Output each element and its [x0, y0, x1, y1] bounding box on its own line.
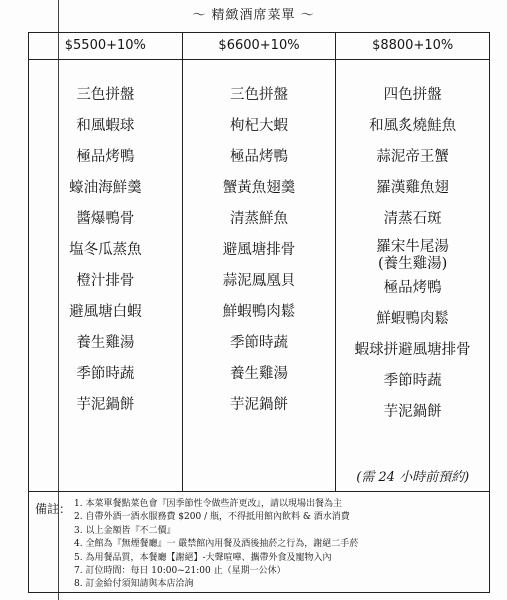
dish-item: 芋泥鍋餅 [230, 397, 288, 413]
note-item: 2. 自帶外酒一酒水服務費 $200 / 瓶，不得抵用館內飲料 & 酒水消費 [74, 512, 350, 523]
note-item: 8. 訂金給付須知請與本店洽詢 [74, 579, 194, 590]
dish-item: 三色拼盤 [76, 87, 135, 103]
dish-column-5500 [29, 60, 182, 491]
dish-item: 塩冬瓜蒸魚 [69, 242, 142, 258]
dish-item: 蠔油海鮮羹 [69, 180, 142, 196]
notes-list [74, 498, 484, 592]
notes-label: 備註： [35, 502, 72, 516]
dish-item: 清蒸石斑 [383, 211, 442, 227]
dish-item: 蒜泥帝王蟹 [376, 149, 449, 165]
dish-item: 四色拼盤 [383, 87, 442, 103]
dish-item: 養生雞湯 [230, 366, 288, 382]
note-item: 5. 為用餐品質，本餐廳【謝絕】-大聲喧嘩、攜帶外食及寵物入內 [74, 552, 332, 563]
dish-column-8800 [335, 60, 489, 491]
price-header-8800: $8800+10% [335, 33, 489, 59]
dish-item: 蒜泥鳳凰貝 [222, 273, 296, 289]
dish-item: 羅漢雞魚翅 [376, 180, 449, 196]
price-header-row [29, 33, 489, 60]
dish-item: 三色拼盤 [230, 87, 288, 103]
dish-item: 羅宋牛尾湯 (養生雞湯) [376, 239, 449, 272]
dish-column-6600 [182, 60, 336, 491]
dish-columns [29, 60, 489, 491]
dish-item: 芋泥鍋餅 [76, 397, 135, 413]
note-item: 7. 訂位時間：每日 10:00~21:00 止（星期一公休） [74, 566, 286, 577]
dish-item: 枸杞大蝦 [230, 118, 288, 134]
dish-item: 鮮蝦鴨肉鬆 [222, 304, 296, 320]
dish-item: 極品烤鴨 [76, 149, 135, 165]
note-item: 1. 本菜單餐點菜色會『因季節性令做些許更改』，請以現場出餐為主 [74, 499, 342, 509]
dish-item: 極品烤鴨 [383, 280, 442, 296]
dish-item: 和風蝦球 [76, 118, 135, 134]
note-item: 3. 以上金額皆『不二價』 [74, 525, 176, 536]
price-header-6600: $6600+10% [182, 33, 336, 59]
note-item: 4. 全館為『無煙餐廳』一 嚴禁館內用餐及酒後抽菸之行為，謝絕二手菸 [74, 539, 359, 550]
dish-item: 養生雞湯 [76, 335, 135, 351]
dish-item: 蟹黃魚翅羹 [222, 180, 296, 196]
dish-item: 避風塘排骨 [222, 242, 296, 258]
dish-item: 橙汁排骨 [76, 273, 135, 289]
dish-item: 清蒸鮮魚 [230, 211, 288, 227]
notes-section [29, 491, 489, 594]
dish-item: 極品烤鴨 [230, 149, 288, 165]
dish-item: 蝦球拼避風塘排骨 [354, 342, 471, 358]
dish-item: 鮮蝦鴨肉鬆 [376, 311, 449, 327]
dish-item: 避風塘白蝦 [69, 304, 142, 320]
dish-item: 季節時蔬 [76, 366, 135, 382]
dish-item: 季節時蔬 [230, 335, 288, 351]
reservation-note: (需 24 小時前預約) [356, 470, 470, 485]
menu-title: ～ 精緻酒席菜單 ～ [192, 8, 315, 23]
dish-item: 季節時蔬 [383, 373, 442, 389]
dish-item: 芋泥鍋餅 [383, 404, 442, 420]
dish-item: 和風炙燒鮭魚 [369, 118, 457, 134]
dish-item: 醬爆鴨骨 [76, 211, 135, 227]
price-header-5500: $5500+10% [64, 38, 146, 53]
menu-table [28, 32, 490, 593]
